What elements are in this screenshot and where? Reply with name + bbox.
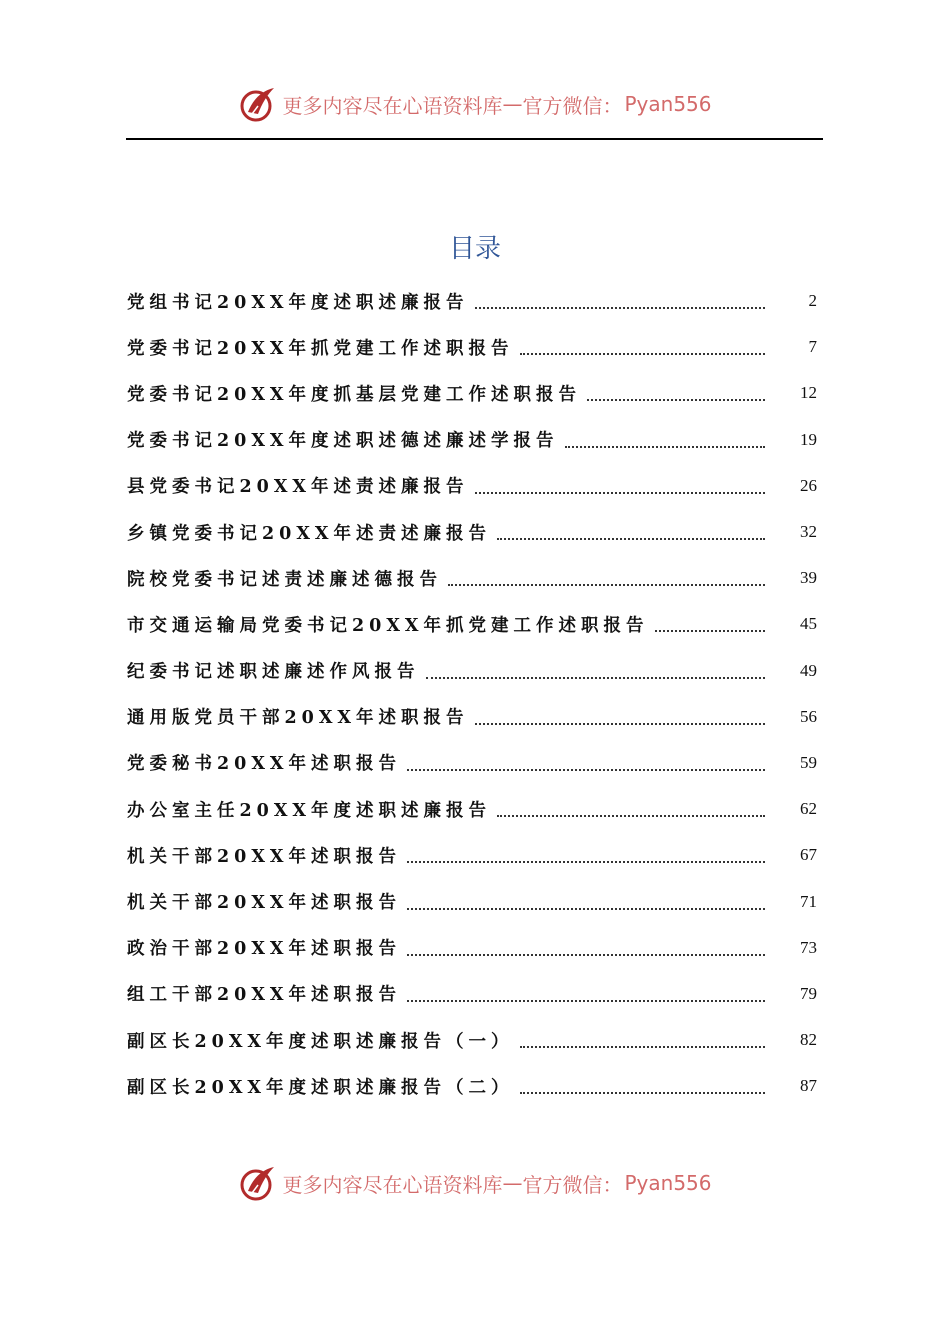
toc-entry-title: 办公室主任20XX年度述职述廉报告 [127, 800, 492, 821]
toc-entry-title: 党委秘书20XX年述职报告 [127, 754, 402, 775]
toc-entry-page: 49 [800, 660, 817, 680]
toc-leader-dots [497, 538, 765, 540]
toc-leader-dots [520, 1092, 765, 1094]
toc-entry[interactable] [127, 648, 817, 694]
toc-entry-title: 纪委书记述职述廉述作风报告 [127, 662, 420, 683]
toc-entry-title: 组工干部20XX年述职报告 [127, 985, 402, 1006]
toc-leader-dots [497, 815, 765, 817]
toc-entry[interactable] [127, 878, 817, 924]
toc-leader-dots [407, 769, 765, 771]
watermark-text: 更多内容尽在心语资料库 [282, 1172, 503, 1197]
toc-leader-dots [587, 399, 765, 401]
toc-entry[interactable] [127, 555, 817, 601]
toc-entry-page: 67 [800, 845, 817, 865]
toc-entry[interactable] [127, 832, 817, 878]
watermark-wechat-id: Pyan556 [624, 1171, 712, 1195]
toc-entry-title: 市交通运输局党委书记20XX年抓党建工作述职报告 [127, 615, 649, 636]
toc-entry[interactable] [127, 370, 817, 416]
toc-entry-title: 党组书记20XX年度述职述廉报告 [127, 292, 469, 313]
toc-entry[interactable] [127, 1017, 817, 1063]
toc-title: 目录 [448, 234, 501, 264]
toc-entry-title: 县党委书记20XX年述责述廉报告 [127, 477, 469, 498]
toc-entry-page: 19 [800, 429, 817, 449]
toc-entry-title: 副区长20XX年度述职述廉报告（一） [127, 1031, 514, 1052]
toc-entry-title: 党委书记20XX年度抓基层党建工作述职报告 [127, 384, 582, 405]
toc-entry-page: 39 [800, 568, 817, 588]
toc-entry-page: 73 [800, 937, 817, 957]
toc-entry[interactable] [127, 740, 817, 786]
toc-entry[interactable] [127, 925, 817, 971]
toc-entry[interactable] [127, 417, 817, 463]
toc-entry[interactable] [127, 694, 817, 740]
toc-entry[interactable] [127, 463, 817, 509]
toc-entry-page: 7 [808, 337, 817, 357]
watermark-wechat-id: Pyan556 [624, 92, 712, 116]
toc-entry-page: 32 [800, 522, 817, 542]
watermark-wechat-label: 官方微信： [522, 93, 623, 118]
toc-entry-page: 45 [800, 614, 817, 634]
toc-entry[interactable] [127, 278, 817, 324]
toc-entry[interactable] [127, 786, 817, 832]
toc-leader-dots [448, 584, 765, 586]
header-watermark [0, 82, 950, 126]
footer-watermark [0, 1161, 950, 1205]
toc-entry-page: 87 [800, 1076, 817, 1096]
quill-logo-icon [238, 1163, 278, 1203]
toc-entry-title: 机关干部20XX年述职报告 [127, 893, 402, 914]
toc-leader-dots [407, 1000, 765, 1002]
toc-leader-dots [407, 908, 765, 910]
toc-entry-page: 82 [800, 1030, 817, 1050]
toc-leader-dots [565, 446, 765, 448]
toc-entry-title: 院校党委书记述责述廉述德报告 [127, 569, 442, 590]
toc-entry[interactable] [127, 601, 817, 647]
toc-leader-dots [520, 1046, 765, 1048]
toc-entry-title: 副区长20XX年度述职述廉报告（二） [127, 1077, 514, 1098]
watermark-dash: — [502, 1171, 523, 1195]
toc-entry-title: 政治干部20XX年述职报告 [127, 939, 402, 960]
toc-leader-dots [475, 492, 765, 494]
toc-entry[interactable] [127, 509, 817, 555]
toc-entry-title: 党委书记20XX年度述职述德述廉述学报告 [127, 431, 559, 452]
toc-entry-page: 26 [800, 475, 817, 495]
toc-leader-dots [407, 954, 765, 956]
watermark-text: 更多内容尽在心语资料库 [282, 93, 503, 118]
watermark-wechat-label: 官方微信： [522, 1172, 623, 1197]
toc-leader-dots [426, 677, 766, 679]
toc-entry-title: 机关干部20XX年述职报告 [127, 846, 402, 867]
toc-entry-page: 12 [800, 383, 817, 403]
toc-entry[interactable] [127, 324, 817, 370]
toc-list [127, 278, 817, 1109]
watermark-dash: — [502, 92, 523, 116]
toc-entry-page: 62 [800, 799, 817, 819]
toc-entry-page: 2 [808, 291, 817, 311]
toc-entry-title: 乡镇党委书记20XX年述责述廉报告 [127, 523, 492, 544]
toc-entry-title: 党委书记20XX年抓党建工作述职报告 [127, 338, 514, 359]
toc-entry-page: 79 [800, 983, 817, 1003]
toc-leader-dots [655, 630, 765, 632]
toc-entry[interactable] [127, 1063, 817, 1109]
quill-logo-icon [238, 84, 278, 124]
toc-leader-dots [407, 861, 765, 863]
toc-leader-dots [475, 307, 765, 309]
toc-leader-dots [520, 353, 765, 355]
toc-entry-title: 通用版党员干部20XX年述职报告 [127, 708, 469, 729]
toc-entry-page: 71 [800, 891, 817, 911]
header-rule [126, 138, 823, 140]
toc-entry[interactable] [127, 971, 817, 1017]
toc-entry-page: 56 [800, 706, 817, 726]
toc-entry-page: 59 [800, 752, 817, 772]
toc-leader-dots [475, 723, 765, 725]
